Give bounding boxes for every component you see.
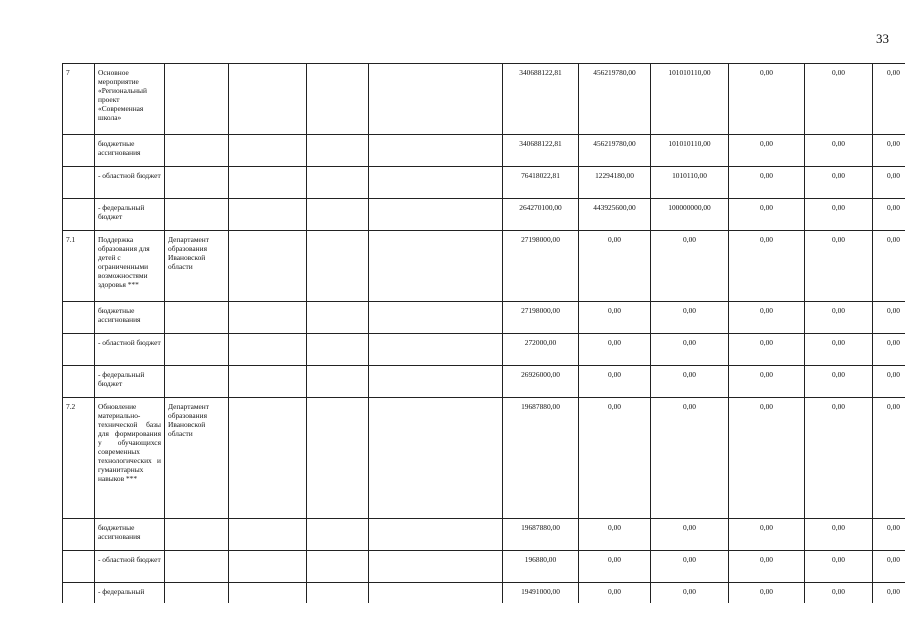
value-cell-6: 0,00 [873,334,905,366]
value-cell-5: 0,00 [805,302,873,334]
value-cell-6: 0,00 [873,167,905,199]
column-5-cell [307,302,369,334]
value-cell-4: 0,00 [729,135,805,167]
event-name-cell: бюджетные ассигнования [95,302,165,334]
value-cell-3: 100000000,00 [651,199,729,231]
column-6-cell [369,366,503,398]
table-row [63,583,905,604]
value-cell-4: 0,00 [729,334,805,366]
value-cell-2: 456219780,00 [579,64,651,135]
executor-cell [165,366,229,398]
executor-cell [165,64,229,135]
value-cell-3: 101010110,00 [651,64,729,135]
row-number-cell: 7.1 [63,231,95,302]
value-cell-6: 0,00 [873,398,905,519]
value-cell-4: 0,00 [729,302,805,334]
column-4-cell [229,231,307,302]
value-cell-4: 0,00 [729,231,805,302]
value-cell-5: 0,00 [805,398,873,519]
executor-cell [165,334,229,366]
value-cell-1: 27198000,00 [503,302,579,334]
table-row [63,366,905,398]
column-4-cell [229,64,307,135]
value-cell-2: 0,00 [579,551,651,583]
value-cell-5: 0,00 [805,583,873,604]
table-row [63,398,905,519]
table-row [63,167,905,199]
event-name-cell: Обновление материально-технической базы для формирования у обучающихся современных технологических и гуманитарных навыков *** [95,398,165,519]
event-name-cell: - областной бюджет [95,334,165,366]
executor-cell [165,302,229,334]
row-number-cell [63,199,95,231]
value-cell-4: 0,00 [729,398,805,519]
value-cell-6: 0,00 [873,64,905,135]
column-4-cell [229,519,307,551]
executor-cell [165,583,229,604]
row-number-cell: 7.2 [63,398,95,519]
table-row [63,551,905,583]
table-row [63,519,905,551]
executor-cell [165,135,229,167]
table-body [63,64,905,604]
value-cell-6: 0,00 [873,583,905,604]
value-cell-4: 0,00 [729,199,805,231]
value-cell-5: 0,00 [805,519,873,551]
value-cell-5: 0,00 [805,135,873,167]
value-cell-6: 0,00 [873,231,905,302]
column-5-cell [307,551,369,583]
value-cell-6: 0,00 [873,519,905,551]
value-cell-3: 0,00 [651,551,729,583]
value-cell-6: 0,00 [873,135,905,167]
table-row [63,334,905,366]
value-cell-1: 340688122,81 [503,135,579,167]
table-row [63,135,905,167]
value-cell-3: 0,00 [651,302,729,334]
column-5-cell [307,366,369,398]
value-cell-5: 0,00 [805,551,873,583]
row-number-cell [63,366,95,398]
value-cell-1: 340688122,81 [503,64,579,135]
column-6-cell [369,519,503,551]
row-number-cell: 7 [63,64,95,135]
value-cell-4: 0,00 [729,583,805,604]
executor-cell [165,519,229,551]
value-cell-4: 0,00 [729,519,805,551]
value-cell-1: 19491000,00 [503,583,579,604]
event-name-cell: Поддержка образования для детей с ограниченными возможностями здоровья *** [95,231,165,302]
value-cell-5: 0,00 [805,334,873,366]
event-name-cell: - областной бюджет [95,167,165,199]
event-name-cell: - федеральный [95,583,165,604]
value-cell-6: 0,00 [873,199,905,231]
value-cell-4: 0,00 [729,167,805,199]
value-cell-5: 0,00 [805,231,873,302]
column-6-cell [369,135,503,167]
executor-cell [165,199,229,231]
value-cell-3: 0,00 [651,231,729,302]
value-cell-3: 0,00 [651,398,729,519]
value-cell-6: 0,00 [873,302,905,334]
value-cell-2: 0,00 [579,366,651,398]
value-cell-5: 0,00 [805,199,873,231]
table-row [63,302,905,334]
value-cell-2: 0,00 [579,302,651,334]
value-cell-5: 0,00 [805,64,873,135]
event-name-cell: бюджетные ассигнования [95,135,165,167]
column-6-cell [369,583,503,604]
column-4-cell [229,334,307,366]
table-row [63,64,905,135]
value-cell-1: 27198000,00 [503,231,579,302]
event-name-cell: - федеральный бюджет [95,366,165,398]
value-cell-1: 76418022,81 [503,167,579,199]
value-cell-3: 0,00 [651,334,729,366]
row-number-cell [63,135,95,167]
column-5-cell [307,334,369,366]
value-cell-2: 0,00 [579,519,651,551]
value-cell-3: 0,00 [651,519,729,551]
row-number-cell [63,334,95,366]
value-cell-1: 264270100,00 [503,199,579,231]
column-5-cell [307,519,369,551]
column-6-cell [369,167,503,199]
column-4-cell [229,398,307,519]
value-cell-4: 0,00 [729,64,805,135]
row-number-cell [63,167,95,199]
value-cell-2: 0,00 [579,334,651,366]
value-cell-5: 0,00 [805,167,873,199]
event-name-cell: - областной бюджет [95,551,165,583]
value-cell-4: 0,00 [729,366,805,398]
column-6-cell [369,231,503,302]
column-5-cell [307,199,369,231]
event-name-cell: - федеральный бюджет [95,199,165,231]
executor-cell [165,167,229,199]
value-cell-5: 0,00 [805,366,873,398]
event-name-cell: Основное мероприятие «Региональный проект «Современная школа» [95,64,165,135]
column-6-cell [369,64,503,135]
row-number-cell [63,302,95,334]
value-cell-2: 456219780,00 [579,135,651,167]
column-4-cell [229,583,307,604]
column-4-cell [229,366,307,398]
value-cell-1: 272000,00 [503,334,579,366]
table-row [63,231,905,302]
value-cell-2: 443925600,00 [579,199,651,231]
executor-cell [165,551,229,583]
value-cell-2: 12294180,00 [579,167,651,199]
value-cell-1: 19687880,00 [503,519,579,551]
column-6-cell [369,334,503,366]
page-number: 33 [876,31,889,46]
value-cell-6: 0,00 [873,366,905,398]
column-5-cell [307,398,369,519]
table-row [63,199,905,231]
column-5-cell [307,135,369,167]
budget-table [62,63,905,603]
value-cell-6: 0,00 [873,551,905,583]
column-6-cell [369,302,503,334]
column-4-cell [229,551,307,583]
column-6-cell [369,199,503,231]
value-cell-1: 19687880,00 [503,398,579,519]
event-name-cell: бюджетные ассигнования [95,519,165,551]
column-6-cell [369,398,503,519]
column-6-cell [369,551,503,583]
column-4-cell [229,167,307,199]
row-number-cell [63,519,95,551]
value-cell-1: 196880,00 [503,551,579,583]
column-5-cell [307,167,369,199]
value-cell-4: 0,00 [729,551,805,583]
value-cell-1: 26926000,00 [503,366,579,398]
executor-cell: Департамент образования Ивановской области [165,398,229,519]
value-cell-2: 0,00 [579,583,651,604]
column-4-cell [229,302,307,334]
column-5-cell [307,231,369,302]
value-cell-2: 0,00 [579,231,651,302]
column-5-cell [307,64,369,135]
value-cell-3: 101010110,00 [651,135,729,167]
row-number-cell [63,551,95,583]
value-cell-3: 0,00 [651,366,729,398]
value-cell-2: 0,00 [579,398,651,519]
column-5-cell [307,583,369,604]
value-cell-3: 0,00 [651,583,729,604]
value-cell-3: 1010110,00 [651,167,729,199]
row-number-cell [63,583,95,604]
executor-cell: Департамент образования Ивановской области [165,231,229,302]
column-4-cell [229,199,307,231]
column-4-cell [229,135,307,167]
